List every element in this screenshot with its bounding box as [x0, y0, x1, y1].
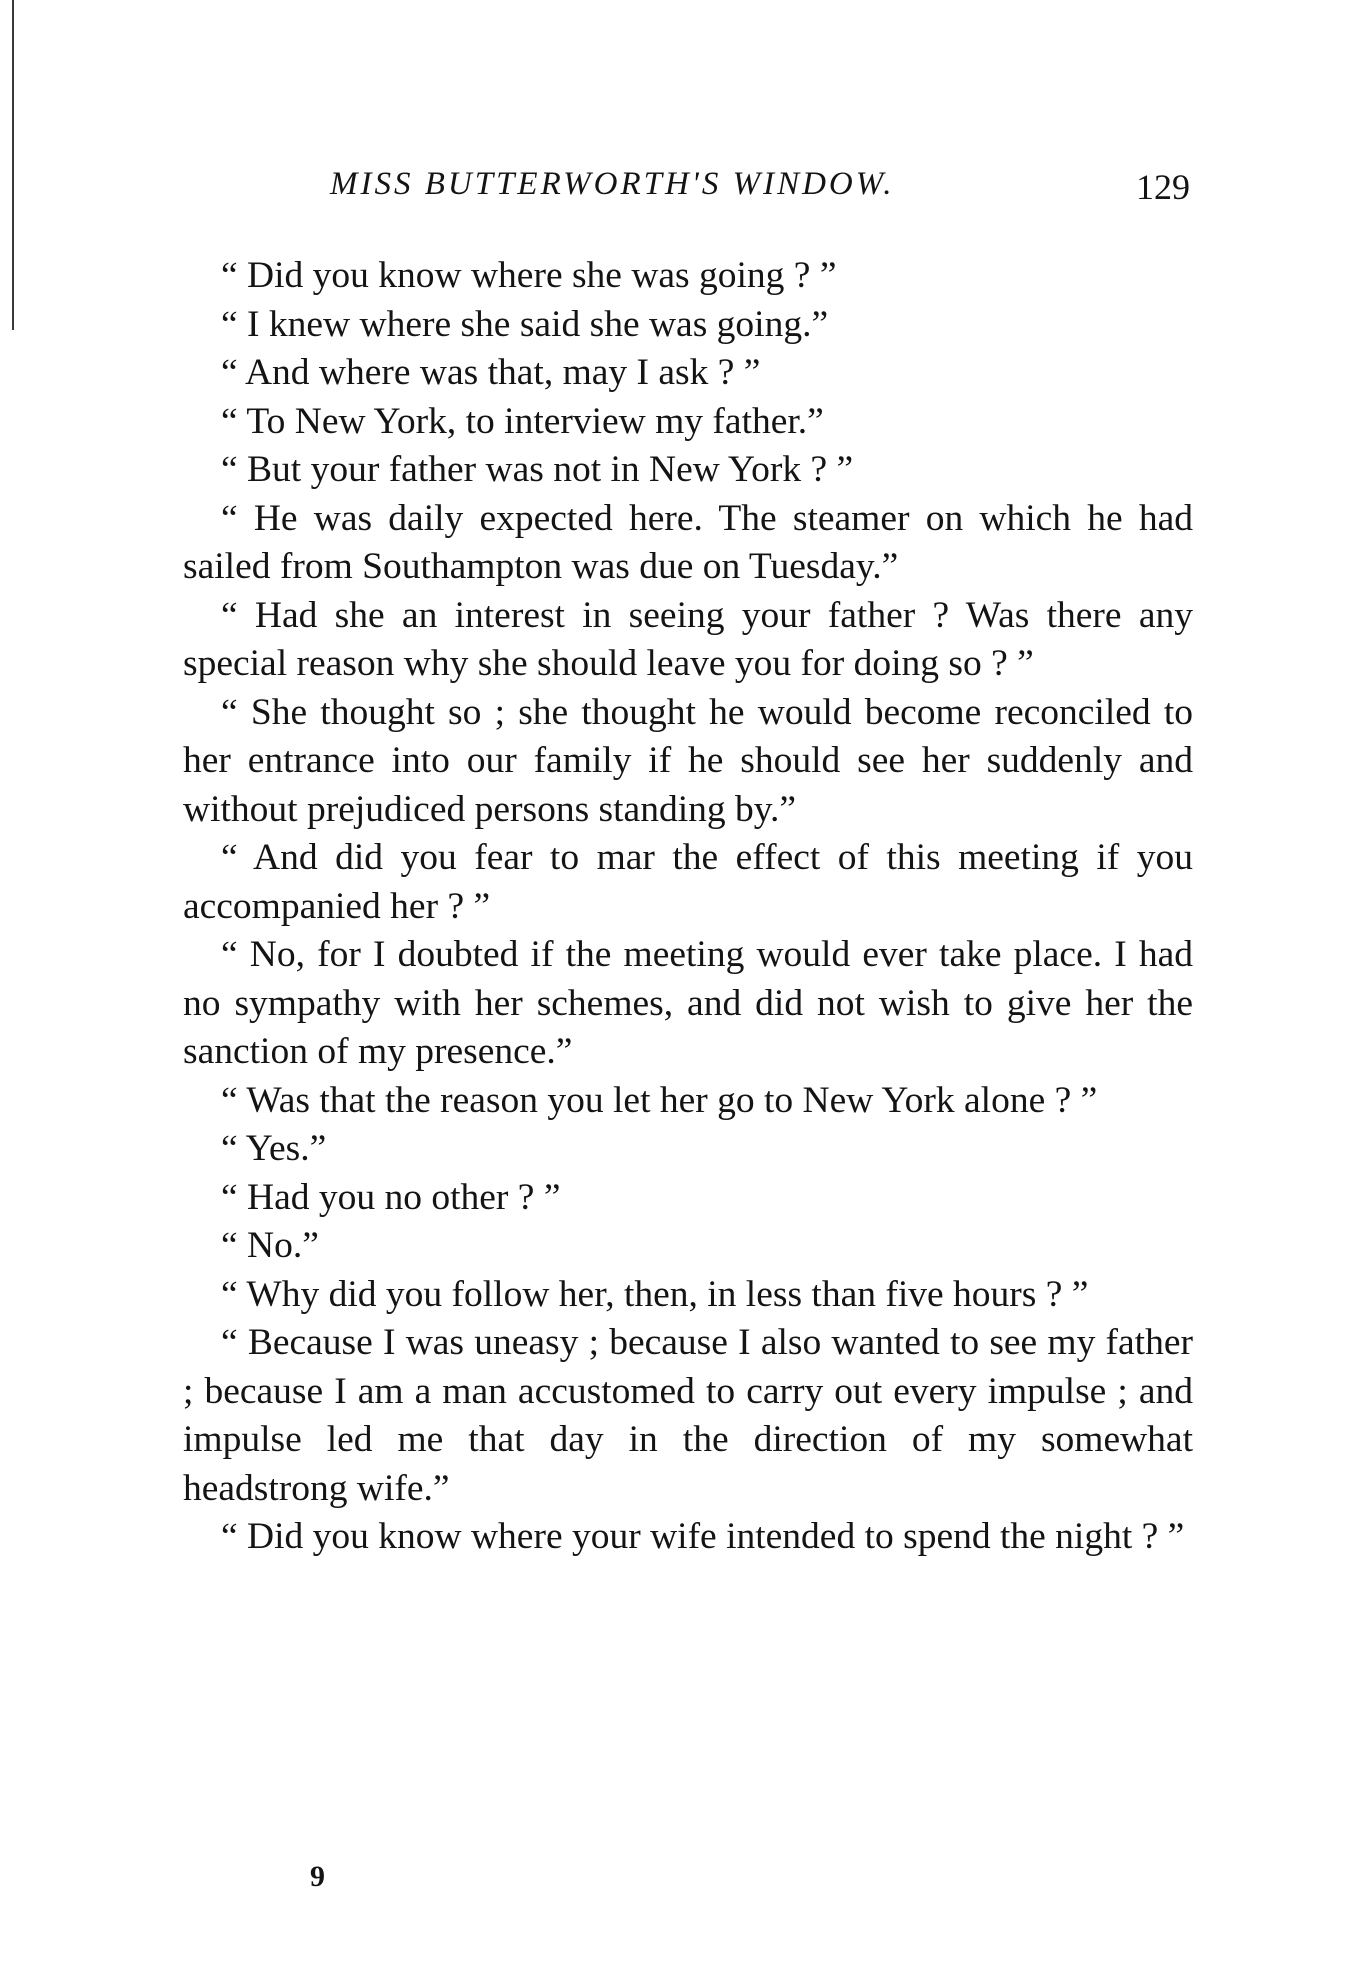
signature-mark: 9 — [310, 1860, 325, 1893]
paragraph: “ No.” — [221, 1225, 319, 1266]
paragraph: “ Had you no other ? ” — [221, 1176, 561, 1218]
body-text — [183, 252, 1193, 1562]
paragraph: “ I knew where she said she was going.” — [221, 303, 829, 345]
paragraph: “ But your father was not in New York ? ” — [221, 449, 854, 490]
paragraph: “ And where was that, may I ask ? ” — [221, 352, 761, 393]
paragraph: “ Was that the reason you let her go to New York alone ? ” — [221, 1079, 1098, 1121]
paragraph: “ And did you fear to mar the effect of this meeting if you accompanied her ? ” — [183, 837, 1193, 927]
page-number: 129 — [1136, 167, 1190, 207]
paragraph: “ Did you know where she was going ? ” — [221, 255, 837, 296]
running-head — [330, 166, 1190, 216]
page-edge-line — [12, 0, 14, 330]
paragraph: “ He was daily expected here. The steamer on which he had sailed from Southampton was due on Tuesday.” — [183, 497, 1193, 587]
paragraph: “ Had she an interest in seeing your father ? Was there any special reason why she should leave you for doing so ? ” — [183, 594, 1193, 684]
running-title: MISS BUTTERWORTH'S WINDOW. — [330, 166, 895, 202]
paragraph: “ To New York, to interview my father.” — [221, 400, 824, 442]
paragraph: “ Did you know where your wife intended to spend the night ? ” — [221, 1516, 1185, 1557]
paragraph: “ She thought so ; she thought he would become reconciled to her entrance into our family if he should see her suddenly and without prejudiced persons standing by.” — [183, 691, 1193, 830]
paragraph: “ Yes.” — [221, 1128, 327, 1169]
paragraph: “ No, for I doubted if the meeting would ever take place. I had no sympathy with her schemes, and did not wish to give her the sanction of my presence.” — [183, 934, 1193, 1072]
paragraph: “ Because I was uneasy ; because I also wanted to see my father ; because I am a man accustomed to carry out every impulse ; and impulse led me that day in the direction of my somewhat headstrong wife.” — [183, 1322, 1193, 1509]
paragraph: “ Why did you follow her, then, in less than five hours ? ” — [221, 1273, 1089, 1315]
